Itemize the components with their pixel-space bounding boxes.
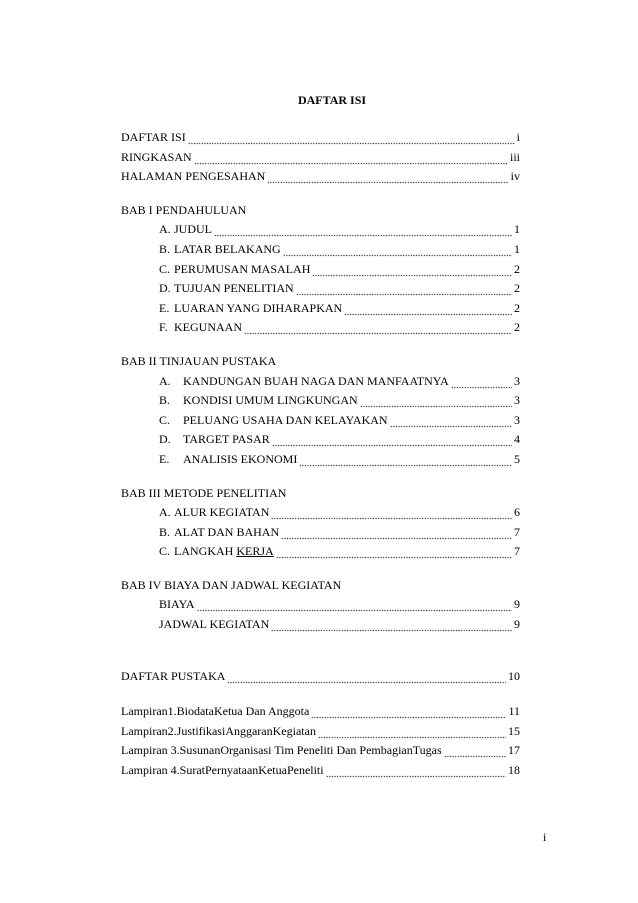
toc-page: 3 bbox=[514, 393, 520, 408]
toc-label: JUDUL bbox=[174, 222, 212, 237]
dot-leader bbox=[197, 595, 512, 615]
dot-leader bbox=[296, 279, 512, 299]
dot-leader bbox=[344, 299, 512, 319]
toc-entry-analisis-ekonomi[interactable] bbox=[121, 450, 520, 470]
toc-entry-latar-belakang[interactable] bbox=[121, 240, 520, 260]
item-marker: C. bbox=[159, 261, 171, 276]
toc-label: KEGUNAAN bbox=[174, 320, 242, 335]
table-of-contents bbox=[121, 128, 520, 781]
toc-page: 11 bbox=[508, 704, 520, 719]
dot-leader bbox=[390, 411, 512, 431]
chapter-heading-bab2 bbox=[121, 352, 520, 372]
toc-label: PELUANG USAHA DAN KELAYAKAN bbox=[183, 412, 388, 427]
toc-entry-kandungan-buah-naga[interactable] bbox=[121, 372, 520, 392]
dot-leader bbox=[267, 167, 508, 187]
toc-label: ALAT DAN BAHAN bbox=[174, 524, 280, 539]
toc-entry-lampiran-3[interactable] bbox=[121, 741, 520, 761]
toc-entry-halaman-pengesahan[interactable] bbox=[121, 167, 520, 187]
toc-entry-lampiran-4[interactable] bbox=[121, 761, 520, 781]
toc-entry-daftar-pustaka[interactable] bbox=[121, 667, 520, 687]
toc-label: ANALISIS EKONOMI bbox=[183, 451, 298, 466]
dot-leader bbox=[444, 741, 506, 761]
chapter-heading-bab4 bbox=[121, 576, 520, 596]
chapter-heading-label: BAB III METODE PENELITIAN bbox=[121, 485, 287, 500]
toc-entry-ringkasan[interactable] bbox=[121, 148, 520, 168]
toc-label bbox=[174, 542, 274, 562]
dot-leader bbox=[451, 372, 512, 392]
toc-page: 3 bbox=[514, 412, 520, 427]
toc-label: DAFTAR PUSTAKA bbox=[121, 668, 226, 683]
item-marker: C. bbox=[159, 544, 171, 559]
toc-label: BIAYA bbox=[159, 597, 195, 612]
item-marker: B. bbox=[159, 241, 171, 256]
item-marker: E. bbox=[159, 300, 170, 315]
toc-entry-langkah-kerja[interactable] bbox=[121, 542, 520, 562]
toc-entry-luaran[interactable] bbox=[121, 299, 520, 319]
toc-page: 18 bbox=[508, 763, 520, 778]
toc-page: 2 bbox=[514, 320, 520, 335]
toc-entry-biaya[interactable] bbox=[121, 595, 520, 615]
toc-entry-peluang-usaha[interactable] bbox=[121, 411, 520, 431]
toc-entry-perumusan-masalah[interactable] bbox=[121, 260, 520, 280]
toc-label: TUJUAN PENELITIAN bbox=[174, 281, 294, 296]
toc-page: 2 bbox=[514, 281, 520, 296]
toc-page: 2 bbox=[514, 300, 520, 315]
toc-label: ALUR KEGIATAN bbox=[174, 505, 270, 520]
toc-page: 2 bbox=[514, 261, 520, 276]
toc-entry-kegunaan[interactable] bbox=[121, 318, 520, 338]
toc-entry-target-pasar[interactable] bbox=[121, 430, 520, 450]
dot-leader bbox=[244, 318, 512, 338]
item-marker: E. bbox=[159, 451, 170, 466]
dot-leader bbox=[299, 450, 512, 470]
item-marker: A. bbox=[159, 505, 171, 520]
toc-page: 5 bbox=[514, 451, 520, 466]
toc-label: Lampiran 3.SusunanOrganisasi Tim Peneliti Dan PembagianTugas bbox=[121, 743, 442, 758]
dot-leader bbox=[194, 148, 508, 168]
dot-leader bbox=[281, 523, 512, 543]
page-title: DAFTAR ISI bbox=[297, 93, 367, 107]
dot-leader bbox=[271, 503, 512, 523]
dot-leader bbox=[227, 667, 506, 687]
toc-page: 15 bbox=[508, 723, 520, 738]
toc-entry-daftar-isi[interactable] bbox=[121, 128, 520, 148]
toc-page: 9 bbox=[514, 617, 520, 632]
toc-entry-judul[interactable] bbox=[121, 220, 520, 240]
toc-label: LUARAN YANG DIHARAPKAN bbox=[174, 300, 343, 315]
chapter-heading-bab3 bbox=[121, 484, 520, 504]
chapter-heading-label: BAB II TINJAUAN PUSTAKA bbox=[121, 353, 277, 368]
chapter-heading-label: BAB IV BIAYA DAN JADWAL KEGIATAN bbox=[121, 577, 342, 592]
item-marker: B. bbox=[159, 393, 171, 408]
item-marker: D. bbox=[159, 432, 171, 447]
toc-page: iii bbox=[509, 149, 520, 164]
toc-label: JADWAL KEGIATAN bbox=[159, 617, 270, 632]
toc-page: 6 bbox=[514, 505, 520, 520]
chapter-heading-label: BAB I PENDAHULUAN bbox=[121, 202, 247, 217]
dot-leader bbox=[283, 240, 512, 260]
toc-page: 1 bbox=[514, 241, 520, 256]
dot-leader bbox=[312, 260, 512, 280]
item-marker: F. bbox=[159, 320, 168, 335]
toc-label: KANDUNGAN BUAH NAGA DAN MANFAATNYA bbox=[183, 373, 449, 388]
toc-entry-jadwal-kegiatan[interactable] bbox=[121, 615, 520, 635]
toc-label: RINGKASAN bbox=[121, 149, 192, 164]
toc-page: 17 bbox=[508, 743, 520, 758]
item-marker: B. bbox=[159, 524, 171, 539]
dot-leader bbox=[360, 391, 512, 411]
dot-leader bbox=[318, 722, 506, 742]
toc-page: 4 bbox=[514, 432, 520, 447]
toc-entry-lampiran-2[interactable] bbox=[121, 722, 520, 742]
dot-leader bbox=[188, 128, 515, 148]
toc-label: LATAR BELAKANG bbox=[174, 241, 281, 256]
toc-page: 9 bbox=[514, 597, 520, 612]
dot-leader bbox=[311, 702, 506, 722]
toc-label: HALAMAN PENGESAHAN bbox=[121, 169, 266, 184]
dot-leader bbox=[326, 761, 506, 781]
toc-label: TARGET PASAR bbox=[183, 432, 270, 447]
item-marker: A. bbox=[159, 373, 171, 388]
toc-page: i bbox=[516, 130, 520, 144]
toc-label-part: LANGKAH bbox=[174, 544, 237, 559]
toc-label-underlined: KERJA bbox=[236, 544, 274, 559]
toc-label: Lampiran1.BiodataKetua Dan Anggota bbox=[121, 704, 310, 719]
dot-leader bbox=[271, 615, 512, 635]
toc-label: Lampiran 4.SuratPernyataanKetuaPeneliti bbox=[121, 763, 324, 778]
chapter-heading-bab1 bbox=[121, 201, 520, 221]
toc-entry-alat-bahan[interactable] bbox=[121, 523, 520, 543]
toc-page: 10 bbox=[508, 668, 520, 683]
toc-page: 7 bbox=[514, 524, 520, 539]
toc-label: DAFTAR ISI bbox=[121, 130, 186, 144]
toc-entry-alur-kegiatan[interactable] bbox=[121, 503, 520, 523]
toc-page: 7 bbox=[514, 544, 520, 559]
toc-entry-tujuan-penelitian[interactable] bbox=[121, 279, 520, 299]
dot-leader bbox=[276, 542, 512, 562]
toc-page: 1 bbox=[514, 222, 520, 237]
toc-label: KONDISI UMUM LINGKUNGAN bbox=[183, 393, 358, 408]
dot-leader bbox=[214, 220, 512, 240]
toc-label: Lampiran2.JustifikasiAnggaranKegiatan bbox=[121, 723, 316, 738]
toc-page: 3 bbox=[514, 373, 520, 388]
toc-entry-lampiran-1[interactable] bbox=[121, 702, 520, 722]
item-marker: A. bbox=[159, 222, 171, 237]
toc-entry-kondisi-umum[interactable] bbox=[121, 391, 520, 411]
page-number: i bbox=[543, 830, 547, 844]
item-marker: C. bbox=[159, 412, 171, 427]
dot-leader bbox=[272, 430, 512, 450]
item-marker: D. bbox=[159, 281, 171, 296]
toc-label: PERUMUSAN MASALAH bbox=[174, 261, 311, 276]
toc-page: iv bbox=[510, 169, 520, 184]
